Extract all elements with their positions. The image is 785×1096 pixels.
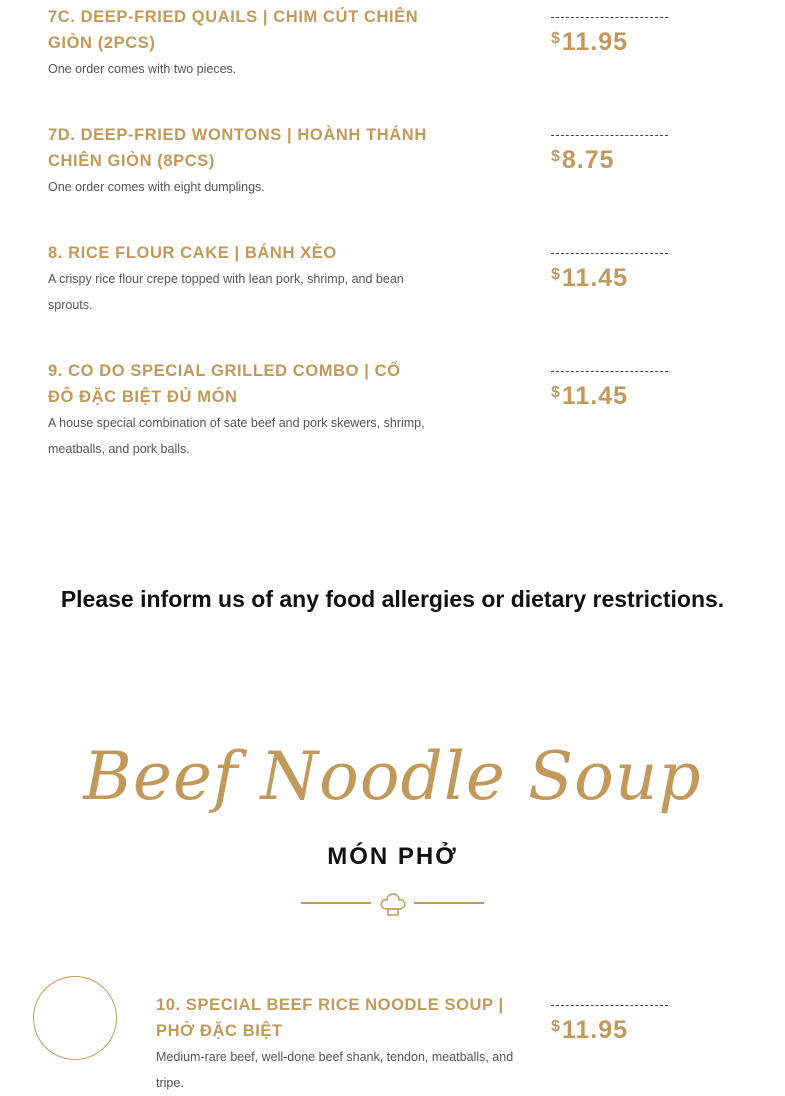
- currency-symbol: $: [551, 148, 560, 165]
- dish-thumbnail: [33, 976, 117, 1060]
- price-amount: 11.95: [561, 1016, 629, 1044]
- item-price: [551, 17, 668, 57]
- item-price: [551, 1005, 668, 1045]
- section-divider: [301, 890, 484, 918]
- item-name: 7D. DEEP-FRIED WONTONS | HOÀNH THÁNH CHIÊN GIÒN (8PCS): [48, 126, 427, 170]
- currency-symbol: $: [551, 266, 560, 283]
- item-name: 9. CO DO SPECIAL GRILLED COMBO | CỐ ĐÔ ĐẶC BIỆT ĐỦ MÓN: [48, 362, 401, 406]
- allergy-notice: Please inform us of any food allergies or dietary restrictions.: [60, 586, 725, 612]
- item-description: One order comes with two pieces.: [48, 62, 237, 76]
- item-description: A crispy rice flour crepe topped with lean pork, shrimp, and bean sprouts.: [48, 272, 404, 312]
- price-amount: 8.75: [561, 146, 615, 174]
- item-name: 7C. DEEP-FRIED QUAILS | CHIM CÚT CHIÊN GIÒN (2PCS): [48, 8, 419, 52]
- item-description: One order comes with eight dumplings.: [48, 180, 265, 194]
- menu-item-7c: [48, 4, 428, 82]
- menu-item-7d: [48, 122, 428, 200]
- item-name: 10. SPECIAL BEEF RICE NOODLE SOUP | PHỞ ĐẶC BIỆT: [156, 996, 504, 1040]
- divider-line-right: [414, 902, 484, 904]
- price-amount: 11.45: [561, 382, 629, 410]
- menu-item-8: [48, 240, 428, 318]
- item-price: [551, 371, 668, 411]
- price-amount: 11.45: [561, 264, 629, 292]
- item-price: [551, 135, 668, 175]
- price-amount: 11.95: [561, 28, 629, 56]
- item-price: [551, 253, 668, 293]
- menu-item-9: [48, 358, 428, 462]
- currency-symbol: $: [551, 384, 560, 401]
- section-subtitle: MÓN PHỞ: [327, 843, 458, 870]
- item-description: Medium-rare beef, well-done beef shank, tendon, meatballs, and tripe.: [156, 1050, 514, 1090]
- menu-item-10: [156, 992, 526, 1096]
- chef-hat-icon: [378, 890, 408, 918]
- item-description: A house special combination of sate beef and pork skewers, shrimp, meatballs, and pork balls.: [48, 416, 425, 456]
- currency-symbol: $: [551, 1018, 560, 1035]
- divider-line-left: [301, 902, 371, 904]
- currency-symbol: $: [551, 30, 560, 47]
- item-name: 8. RICE FLOUR CAKE | BÁNH XÈO: [48, 244, 337, 262]
- section-title: Beef Noodle Soup: [83, 738, 702, 815]
